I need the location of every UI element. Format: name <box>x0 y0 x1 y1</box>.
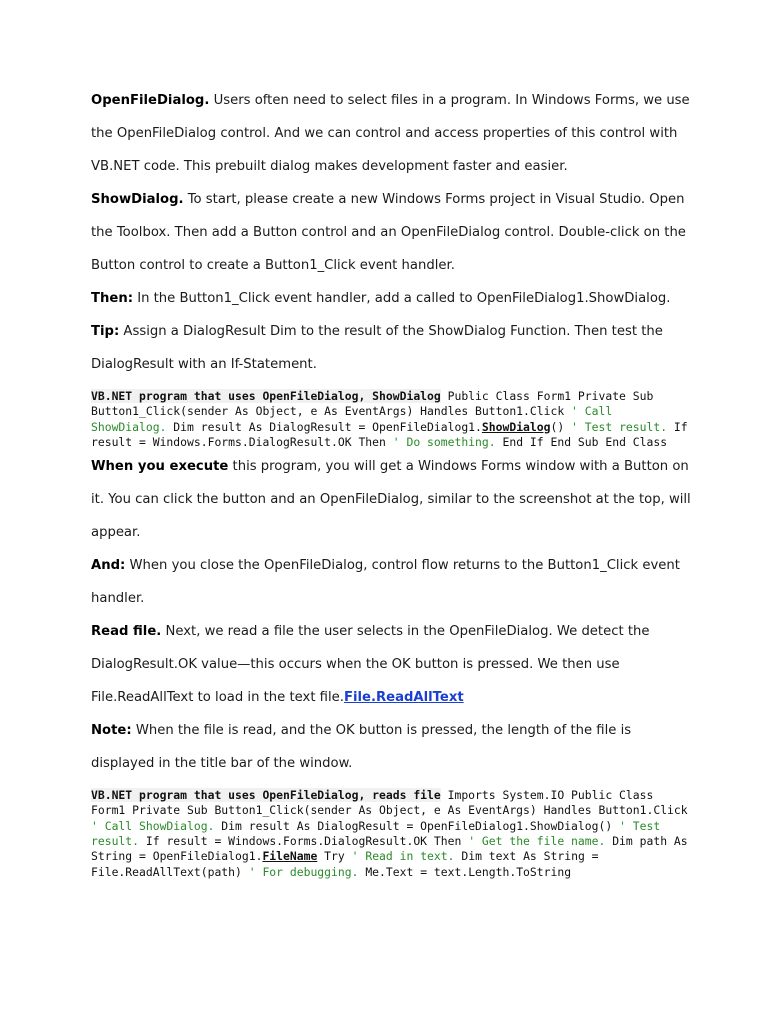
code-text: Dim path As String = OpenFileDialog1. <box>91 834 688 864</box>
code-text: Dim result As DialogResult = OpenFileDialog1.ShowDialog() <box>214 818 620 833</box>
paragraph-text: Assign a DialogResult Dim to the result of the ShowDialog Function. Then test the DialogResult with an If-Statement. <box>91 324 663 372</box>
code-text: If result = Windows.Forms.DialogResult.OK Then <box>139 834 469 849</box>
code-comment: ' Do something. <box>392 434 496 449</box>
code-comment: ' For debugging. <box>248 864 359 879</box>
paragraph-text: When you close the OpenFileDialog, control flow returns to the Button1_Click event handler. <box>91 558 680 607</box>
code-comment: ' Get the file name. <box>468 834 606 849</box>
paragraph-text: When the file is read, and the OK button is pressed, the length of the file is displayed in the title bar of the window. <box>91 723 632 772</box>
paragraph-openfiledialog <box>91 84 691 183</box>
paragraph-lead: And: <box>91 558 126 574</box>
code-comment: ' Call ShowDialog. <box>91 818 215 833</box>
paragraph-and <box>91 549 691 615</box>
paragraph-read-file <box>91 615 691 714</box>
paragraph-lead: Tip: <box>91 324 120 339</box>
paragraph-tip <box>91 315 691 381</box>
code-text: Public Class Form1 Private Sub Button1_Click(sender As Object, e As EventArgs) Handles Button1.Click <box>91 389 654 419</box>
code-comment: ' Read in text. <box>351 849 455 864</box>
paragraph-when-you-execute <box>91 450 691 549</box>
paragraph-text: this program, you will get a Windows Forms window with a Button on it. You can click the button and an OpenFileDialog, similar to the screenshot at the top, will appear. <box>91 459 691 541</box>
paragraph-lead: Read file. <box>91 624 162 640</box>
code-keyword-showdialog: ShowDialog <box>481 419 551 434</box>
paragraph-text: To start, please create a new Windows Forms project in Visual Studio. Open the Toolbox. Then add a Button control and an OpenFileDialog control. Double-click on the Button control to create a Button1_Click event handler. <box>91 192 686 273</box>
code-block-read-file <box>91 788 691 880</box>
code-header: VB.NET program that uses OpenFileDialog, reads file <box>91 788 441 803</box>
code-text: Dim result As DialogResult = OpenFileDialog1. <box>166 419 482 434</box>
code-keyword-filename: FileName <box>262 849 318 864</box>
paragraph-lead: When you execute <box>91 459 229 475</box>
document-body <box>91 84 691 880</box>
paragraph-lead: Then: <box>91 291 133 306</box>
paragraph-text: In the Button1_Click event handler, add a called to OpenFileDialog1.ShowDialog. <box>133 291 671 306</box>
code-header: VB.NET program that uses OpenFileDialog, ShowDialog <box>91 389 441 403</box>
code-text: Try <box>317 849 352 864</box>
paragraph-showdialog <box>91 183 691 282</box>
paragraph-lead: ShowDialog. <box>91 192 184 207</box>
paragraph-text: Next, we read a file the user selects in the OpenFileDialog. We detect the DialogResult.OK value—this occurs when the OK button is pressed. We then use File.ReadAllText to load in the text file. <box>91 624 650 706</box>
code-text: Imports System.IO Public Class Form1 Private Sub Button1_Click(sender As Object, e As EventArgs) Handles Button1.Click <box>91 788 688 818</box>
paragraph-then <box>91 282 691 315</box>
code-block-showdialog <box>91 389 691 450</box>
paragraph-note <box>91 714 691 780</box>
paragraph-lead: Note: <box>91 723 132 739</box>
code-comment: ' Test result. <box>571 419 668 434</box>
code-text: Dim text As String = File.ReadAllText(path) <box>91 849 599 879</box>
code-text: End If End Sub End Class <box>495 434 668 449</box>
code-text: Me.Text = text.Length.ToString <box>358 864 572 879</box>
code-text: If result = Windows.Forms.DialogResult.OK Then <box>91 419 688 449</box>
paragraph-text: Users often need to select files in a program. In Windows Forms, we use the OpenFileDialog control. And we can control and access properties of this control with VB.NET code. This prebuilt dialog makes development faster and easier. <box>91 93 690 174</box>
code-comment: ' Call ShowDialog. <box>91 404 613 434</box>
code-text: () <box>550 419 572 434</box>
file-readalltext-link[interactable]: File.ReadAllText <box>343 690 464 706</box>
paragraph-lead: OpenFileDialog. <box>91 93 210 108</box>
code-comment: ' Test result. <box>91 818 661 849</box>
